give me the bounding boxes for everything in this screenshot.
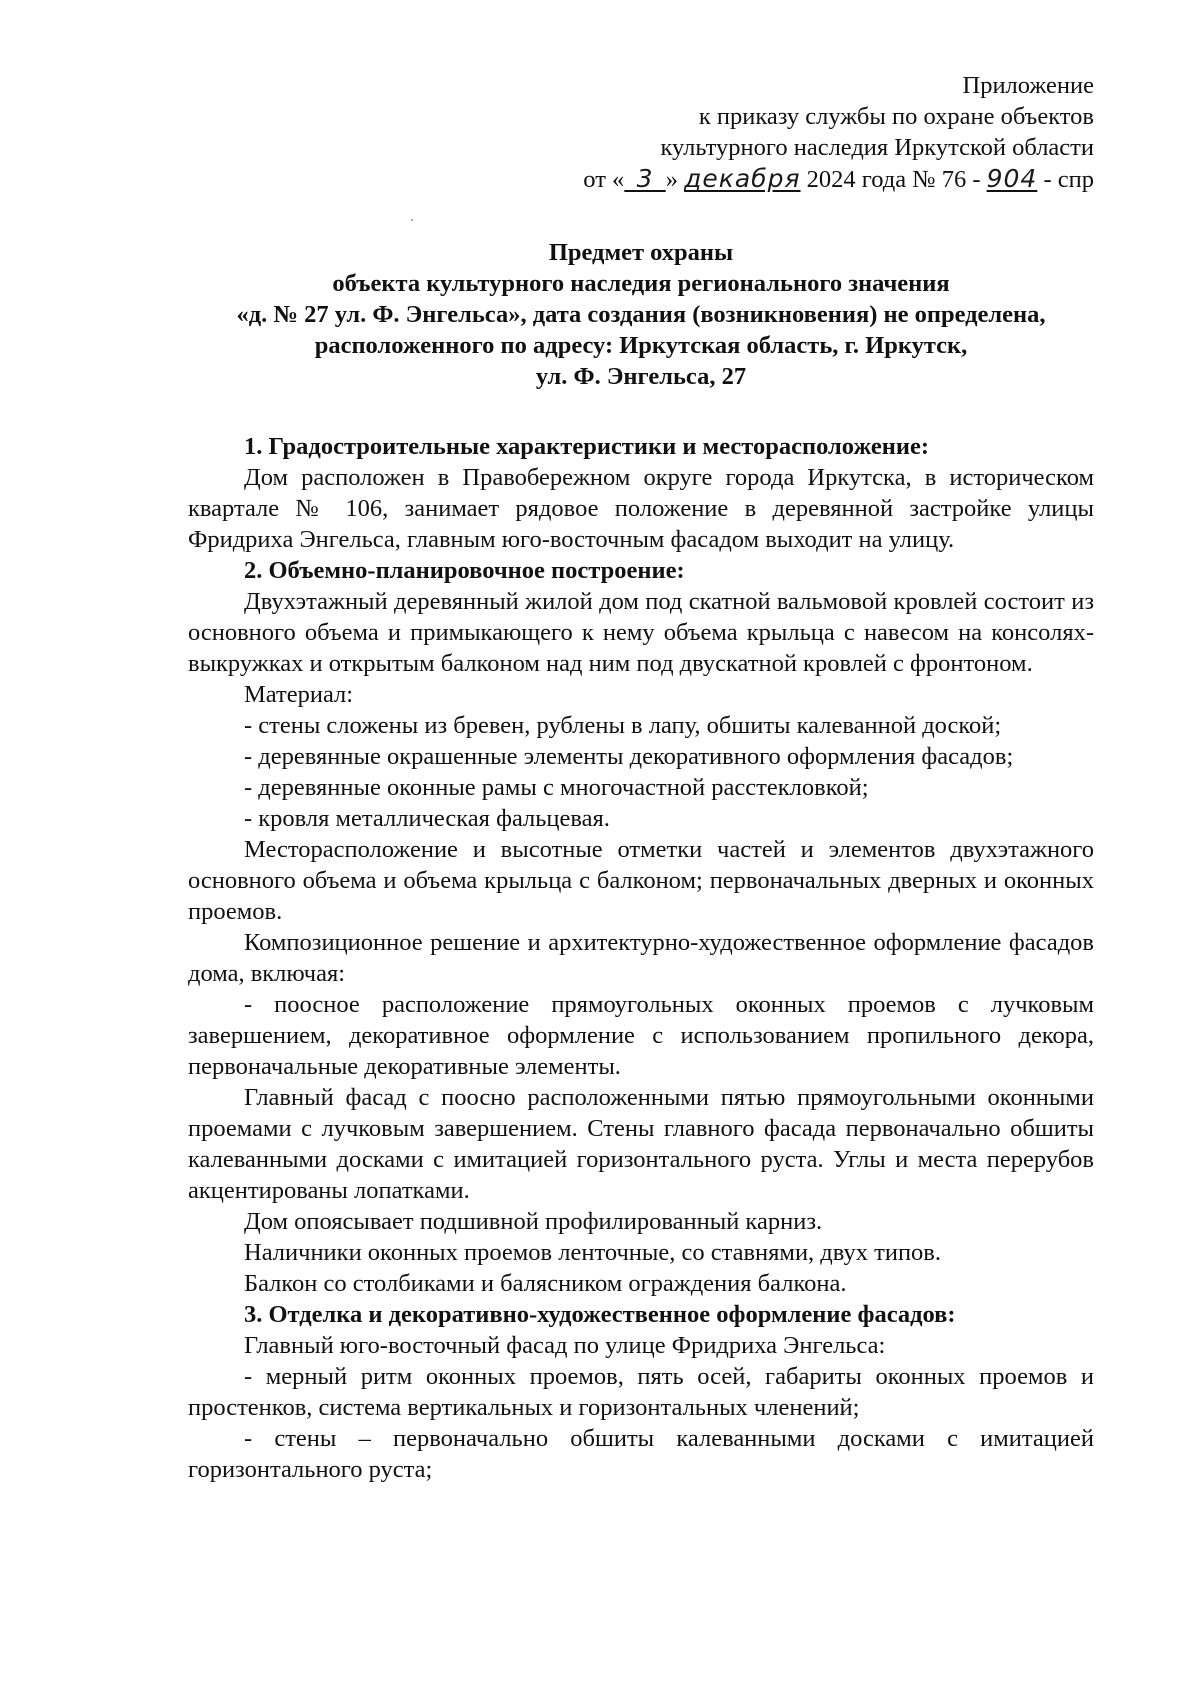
date-month-handwritten: декабря (684, 164, 801, 193)
section-1-text: Дом расположен в Правобережном округе города Иркутска, в историческом квартале № 106, занимает рядовое положение в деревянной застройке улицы Фридриха Энгельса, главным юго-восточным фасадом выходит на улицу. (188, 464, 1094, 553)
order-suffix: - спр (1043, 166, 1094, 193)
date-day-handwritten: 3 (636, 164, 654, 193)
section-1-title: 1. Градостроительные характеристики и месторасположение: (244, 433, 930, 460)
appendix-agency-line: культурного наследия Иркутской области (660, 134, 1094, 161)
date-prefix: от « (583, 166, 625, 193)
section-2-paragraph: Главный фасад с поосно расположенными пятью прямоугольными оконными проемами с лучковым завершением. Стены главного фасада первоначально обшиты калеванными досками с имитацией горизонтального руста. Углы и места перерубов акцентированы лопатками. (188, 1084, 1094, 1204)
material-label: Материал: (244, 681, 354, 708)
order-number-underline (987, 166, 1038, 193)
heading-line-2: объекта культурного наследия регионального значения (332, 270, 950, 297)
date-month-underline (684, 166, 800, 193)
heading-line-1: Предмет охраны (548, 239, 734, 266)
document-heading (188, 237, 1094, 392)
section-2-paragraph: Месторасположение и высотные отметки частей и элементов двухэтажного основного объема и объема крыльца с балконом; первоначальных дверных и оконных проемов. (188, 836, 1094, 925)
scan-speck (411, 219, 413, 221)
appendix-title: Приложение (962, 72, 1094, 99)
date-day-underline (624, 166, 665, 193)
material-item: - деревянные оконные рамы с многочастной расстекловкой; (244, 774, 869, 801)
section-2-title: 2. Объемно-планировочное построение: (244, 557, 685, 584)
material-item: - деревянные окрашенные элементы декоративного оформления фасадов; (244, 743, 1014, 770)
heading-line-4: расположенного по адресу: Иркутская область, г. Иркутск, (314, 332, 968, 359)
section-3-paragraph: Главный юго-восточный фасад по улице Фридриха Энгельса: (244, 1332, 886, 1359)
appendix-block (188, 70, 1094, 195)
section-3-paragraph: - стены – первоначально обшиты калеванными досками с имитацией горизонтального руста; (188, 1425, 1094, 1483)
date-mid: » (665, 166, 678, 193)
section-2-paragraph: - поосное расположение прямоугольных оконных проемов с лучковым завершением, декоративное оформление с использованием пропильного декора, первоначальные декоративные элементы. (188, 991, 1094, 1080)
section-2-paragraph: Двухэтажный деревянный жилой дом под скатной вальмовой кровлей состоит из основного объема и примыкающего к нему объема крыльца с навесом на консолях-выкружках и открытым балконом над ним под двускатной кровлей с фронтоном. (188, 588, 1094, 677)
heading-line-3: «д. № 27 ул. Ф. Энгельса», дата создания (возникновения) не определена, (236, 301, 1046, 328)
heading-line-5: ул. Ф. Энгельса, 27 (535, 363, 747, 390)
date-year: 2024 года № 76 - (806, 166, 981, 193)
appendix-order-line: к приказу службы по охране объектов (698, 103, 1094, 130)
material-item: - стены сложены из бревен, рублены в лапу, обшиты калеванной доской; (244, 712, 1002, 739)
order-number-handwritten: 904 (986, 164, 1038, 193)
material-item: - кровля металлическая фальцевая. (244, 805, 610, 832)
section-3-paragraph: - мерный ритм оконных проемов, пять осей, габариты оконных проемов и простенков, система вертикальных и горизонтальных членений; (188, 1363, 1094, 1421)
section-2-paragraph: Наличники оконных проемов ленточные, со ставнями, двух типов. (244, 1239, 941, 1266)
section-3-title: 3. Отделка и декоративно-художественное оформление фасадов: (244, 1301, 956, 1328)
appendix-date-line (188, 163, 1094, 195)
section-2-paragraph: Композиционное решение и архитектурно-художественное оформление фасадов дома, включая: (188, 929, 1094, 987)
section-2-paragraph: Дом опоясывает подшивной профилированный карниз. (244, 1208, 823, 1235)
section-2-paragraph: Балкон со столбиками и балясником ограждения балкона. (244, 1270, 847, 1297)
document-page (188, 70, 1094, 1485)
